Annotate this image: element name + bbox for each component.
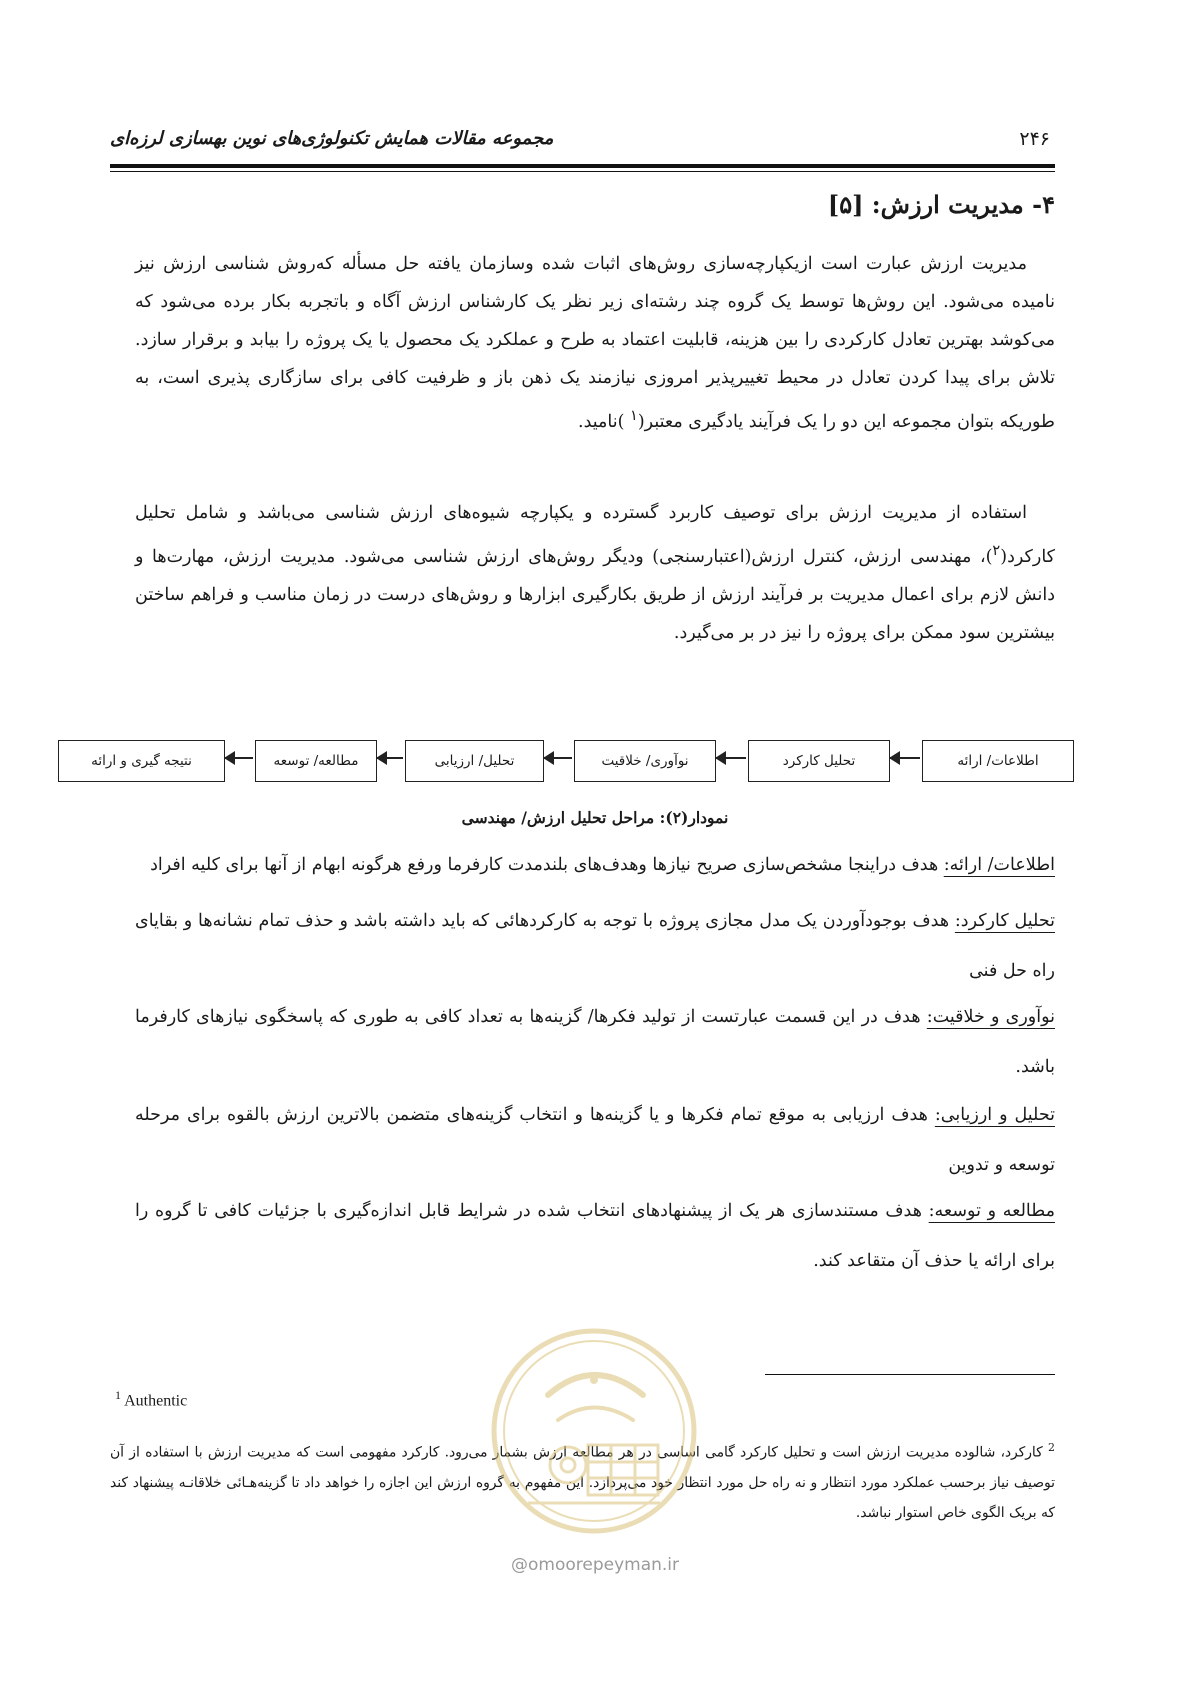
definition-text: هدف بوجودآوردن یک مدل مجازی پروژه با توجه به کارکردهائی که باید داشته باشد و حذف تمام نشانه‌ها و بقایای راه حل فنی <box>135 911 1055 981</box>
paragraph-2-end: )، مهندسی ارزش، کنترل ارزش(اعتبارسنجی) ودیگر روش‌های ارزش شناسی می‌شود. مدیریت ارزش، مهارت‌ها و دانش لازم برای اعمال مدیریت بر فرآیند ارزش از طریق بکارگیری ابزارها و روش‌های درست در زمان مناسب و فراهم ساختن بیشترین سود ممکن برای پروژه را نیز در بر می‌گیرد. <box>135 546 1055 643</box>
watermark-logo <box>488 1325 700 1557</box>
paragraph-1-end: )نامید. <box>578 411 630 432</box>
definition-development <box>135 1186 1055 1286</box>
flowchart <box>58 740 1075 784</box>
footnote-1 <box>115 1388 187 1410</box>
definition-term: اطلاعات/ ارائه: <box>943 855 1055 875</box>
header-rule-thin <box>110 171 1055 172</box>
footnote-2-mark: 2 <box>1047 1441 1055 1454</box>
definition-creativity <box>135 992 1055 1092</box>
page-number: ۲۴۶ <box>1019 128 1050 150</box>
running-title: مجموعه مقالات همایش تکنولوژی‌های نوین بهسازی لرزه‌ای <box>110 128 554 149</box>
page-header <box>110 128 1050 152</box>
definition-information <box>135 840 1055 890</box>
section-heading: ۴- مدیریت ارزش: [۵] <box>827 190 1055 219</box>
flow-step-6: نتیجه گیری و ارائه <box>58 740 225 782</box>
flow-arrow <box>377 757 403 759</box>
flow-arrow <box>225 757 253 759</box>
flow-arrow <box>716 757 746 759</box>
flow-step-1: اطلاعات/ ارائه <box>922 740 1074 782</box>
flow-arrow <box>890 757 920 759</box>
footnote-ref-2: ۲ <box>992 542 1001 559</box>
paragraph-2-text: استفاده از مدیریت ارزش برای توصیف کاربرد گسترده و یکپارچه شیوه‌های ارزش شناسی می‌باشد و شامل تحلیل کارکرد( <box>135 503 1055 567</box>
flow-step-5: مطالعه/ توسعه <box>255 740 377 782</box>
definition-text: هدف در این قسمت عبارتست از تولید فکرها/ گزینه‌ها به تعداد کافی به طوری که پاسخگوی نیازهای کارفرما باشد. <box>135 1007 1055 1077</box>
watermark-url: @omoorepeyman.ir <box>510 1555 680 1575</box>
paragraph-1 <box>135 245 1055 441</box>
footnote-rule <box>765 1374 1055 1375</box>
definition-term: مطالعه و توسعه: <box>928 1201 1055 1221</box>
figure-caption: نمودار(۲): مراحل تحلیل ارزش/ مهندسی <box>461 808 729 827</box>
footnote-2-text: کارکرد، شالوده مدیریت ارزش است و تحلیل کارکرد گامی اساسی در هر مطالعه ارزش بشمار می‌رود. کارکرد مفهومی است که مدیریت ارزش با استفاده از آن توصیف نیاز برحسب عملکرد مورد انتظار و نه راه حل مورد انتظار خود می‌پردازد. این مفهوم به گروه ارزش این اجازه را خواهد داد تا گزینه‌هـائی خلاقانـه پیشنهاد کند که بریک الگوی خاص استوار نباشد. <box>110 1444 1055 1521</box>
definition-term: تحلیل کارکرد: <box>954 911 1055 931</box>
definition-text: هدف ارزیابی به موقع تمام فکرها و یا گزینه‌ها و انتخاب گزینه‌های متضمن بالاترین ارزش بالقوه برای مرحله توسعه و تدوین <box>135 1105 1055 1175</box>
flow-arrow <box>544 757 572 759</box>
flow-step-4: تحلیل/ ارزیابی <box>405 740 544 782</box>
paragraph-1-text: مدیریت ارزش عبارت است ازیکپارچه‌سازی روش‌های اثبات شده وسازمان یافته حل مسأله که‌روش شناسی ارزش نیز نامیده می‌شود. این روش‌ها توسط یک گروه چند رشته‌ای زیر نظر یک کارشناس ارزش آگاه و باتجربه بکار برده می‌شود که می‌کوشد بهترین تعادل کارکردی را بین هزینه، قابلیت اعتماد به طرح و عملکرد یک محصول یا یک پروژه را بیابد و برقرار سازد. تلاش برای پیدا کردن تعادل در محیط تغییرپذیر امروزی نیازمند یک ذهن باز و ظرفیت کافی برای سازگاری پذیری است، به طوریکه بتوان مجموعه این دو را یک فرآیند یادگیری معتبر( <box>135 254 1055 432</box>
flow-step-3: نوآوری/ خلاقیت <box>574 740 716 782</box>
definition-text: هدف دراینجا مشخص‌سازی صریح نیازها وهدف‌های بلندمدت کارفرما ورفع هرگونه ابهام از آنها برای کلیه افراد <box>150 855 944 875</box>
definition-term: نوآوری و خلاقیت: <box>926 1007 1055 1027</box>
definition-text: هدف مستندسازی هر یک از پیشنهادهای انتخاب شده در شرایط قابل اندازه‌گیری با جزئیات کافی تا گروه را برای ارائه یا حذف آن متقاعد کند. <box>135 1201 1055 1271</box>
footnote-1-text: Authentic <box>124 1392 188 1410</box>
footnote-1-mark: 1 <box>115 1388 121 1402</box>
definition-term: تحلیل و ارزیابی: <box>934 1105 1055 1125</box>
header-rule <box>110 164 1055 168</box>
flow-step-2: تحلیل کارکرد <box>748 740 890 782</box>
paragraph-2 <box>135 494 1055 652</box>
definition-evaluation <box>135 1090 1055 1190</box>
definition-function-analysis <box>135 896 1055 996</box>
footnote-ref-1: ۱ <box>630 407 638 424</box>
